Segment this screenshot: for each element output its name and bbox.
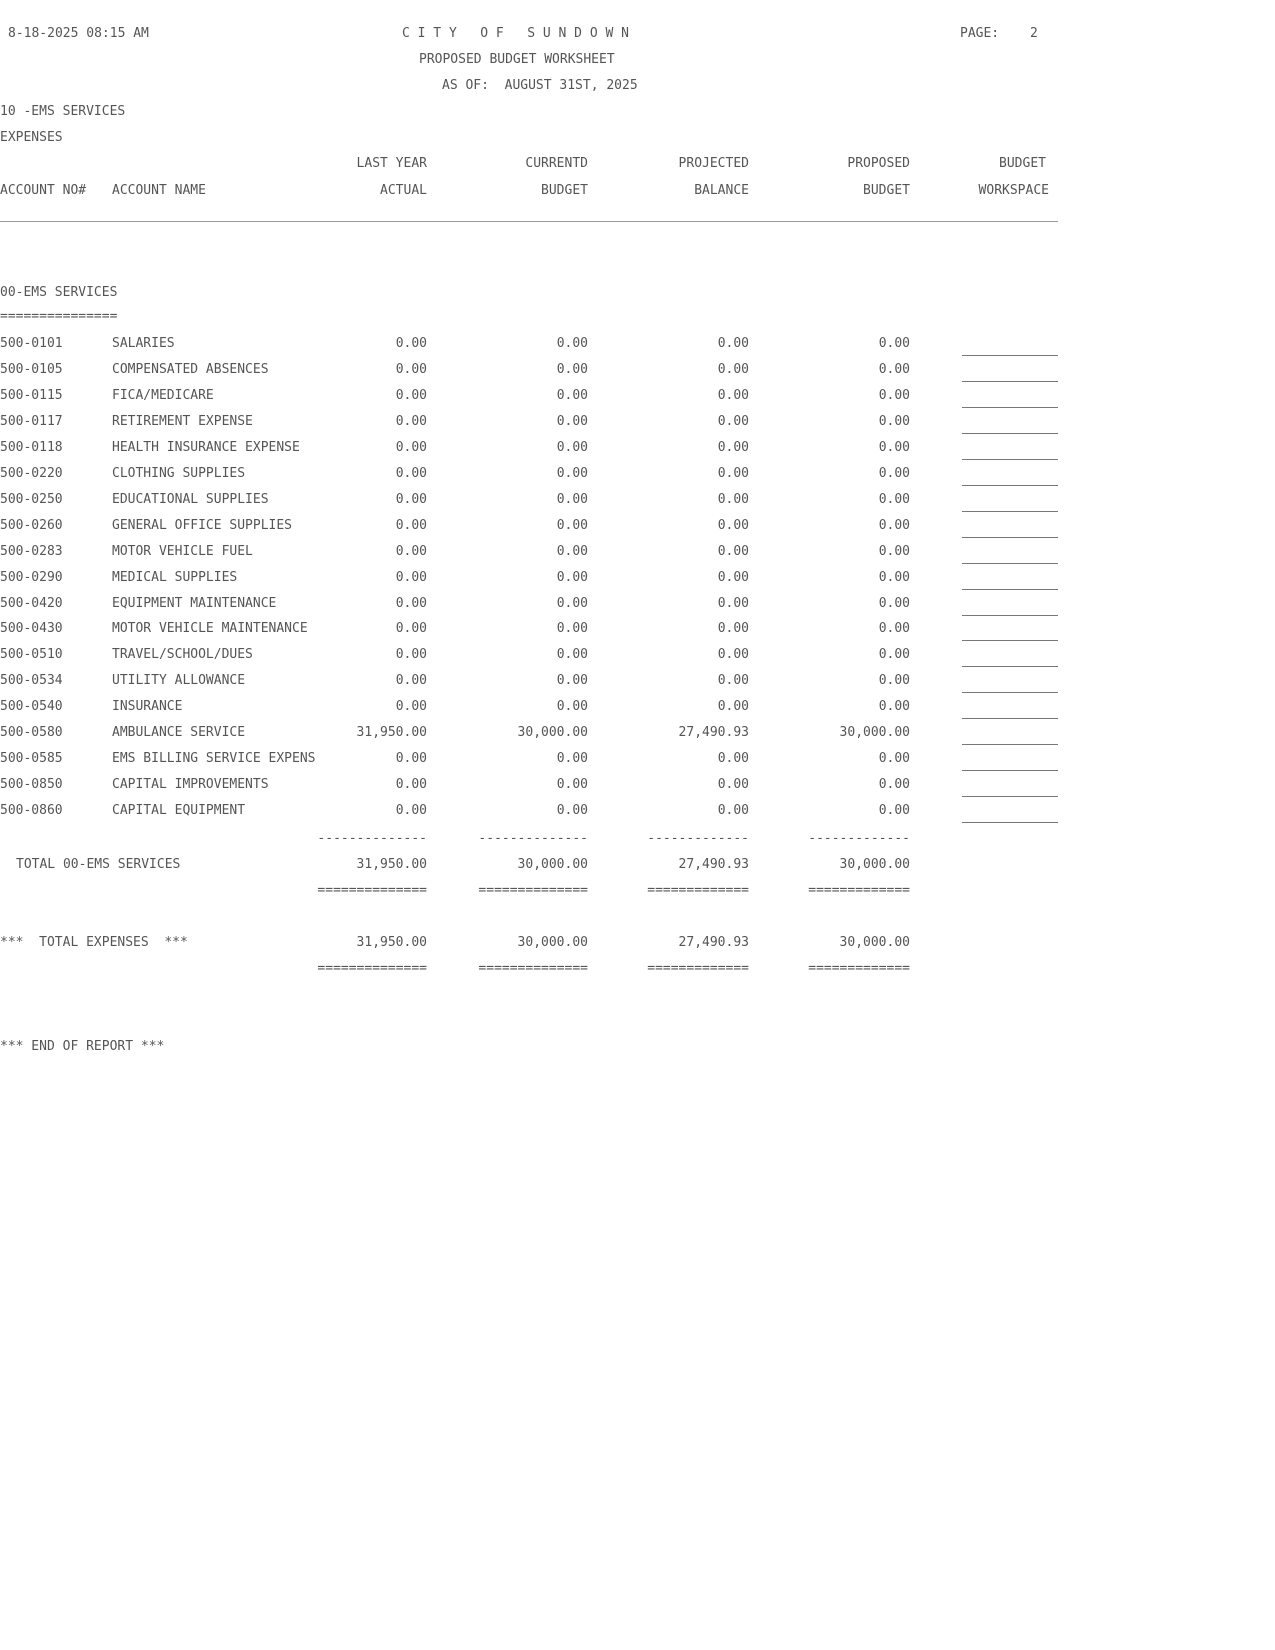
last-year-actual: 0.00 [395, 647, 427, 662]
proposed-budget: 0.00 [878, 362, 910, 377]
last-year-actual: 0.00 [395, 803, 427, 818]
city-title: C I T Y O F S U N D O W N [402, 26, 629, 41]
last-year-actual: 0.00 [395, 518, 427, 533]
current-budget: 0.00 [556, 414, 588, 429]
account-name: SALARIES [112, 336, 175, 351]
separator-double: ============== [317, 961, 427, 976]
separator-dash: -------------- [478, 831, 588, 846]
col-current-1: CURRENTD [525, 156, 588, 171]
separator-double: ============= [808, 961, 910, 976]
last-year-actual: 0.00 [395, 492, 427, 507]
account-number: 500-0101 [0, 336, 63, 351]
last-year-actual: 0.00 [395, 336, 427, 351]
proposed-budget: 0.00 [878, 544, 910, 559]
col-workspace-2: WORKSPACE [978, 183, 1049, 198]
projected-balance: 0.00 [717, 544, 749, 559]
last-year-actual: 0.00 [395, 751, 427, 766]
report-title: PROPOSED BUDGET WORKSHEET [419, 52, 615, 67]
projected-balance: 0.00 [717, 751, 749, 766]
account-name: CLOTHING SUPPLIES [112, 466, 246, 481]
last-year-actual: 0.00 [395, 596, 427, 611]
projected-balance: 27,490.93 [678, 725, 749, 740]
account-name: EMS BILLING SERVICE EXPENS [112, 751, 316, 766]
projected-balance: 0.00 [717, 440, 749, 455]
separator-dash: -------------- [317, 831, 427, 846]
last-year-actual: 0.00 [395, 362, 427, 377]
projected-balance: 0.00 [717, 596, 749, 611]
budget-workspace-field[interactable] [962, 459, 1058, 460]
page-label: PAGE: [960, 26, 1000, 41]
projected-balance: 0.00 [717, 362, 749, 377]
account-name: GENERAL OFFICE SUPPLIES [112, 518, 293, 533]
account-number: 500-0290 [0, 570, 63, 585]
budget-workspace-field[interactable] [962, 589, 1058, 590]
projected-balance: 0.00 [717, 647, 749, 662]
budget-workspace-field[interactable] [962, 666, 1058, 667]
dept-total-current: 30,000.00 [517, 857, 588, 872]
dept-total-projected: 27,490.93 [678, 857, 749, 872]
current-budget: 0.00 [556, 518, 588, 533]
page-number: 2 [1030, 26, 1038, 41]
projected-balance: 0.00 [717, 466, 749, 481]
account-name: MOTOR VEHICLE MAINTENANCE [112, 621, 308, 636]
projected-balance: 0.00 [717, 518, 749, 533]
budget-workspace-field[interactable] [962, 822, 1058, 823]
account-number: 500-0117 [0, 414, 63, 429]
budget-workspace-field[interactable] [962, 407, 1058, 408]
col-workspace-1: BUDGET [999, 156, 1046, 171]
col-last-year-1: LAST YEAR [356, 156, 427, 171]
account-name: TRAVEL/SCHOOL/DUES [112, 647, 253, 662]
fund-name: 10 -EMS SERVICES [0, 104, 126, 119]
current-budget: 0.00 [556, 336, 588, 351]
projected-balance: 0.00 [717, 803, 749, 818]
current-budget: 0.00 [556, 362, 588, 377]
grand-total-last-year: 31,950.00 [356, 935, 427, 950]
last-year-actual: 0.00 [395, 699, 427, 714]
account-name: RETIREMENT EXPENSE [112, 414, 253, 429]
col-proposed-2: BUDGET [863, 183, 910, 198]
dept-total-label: TOTAL 00-EMS SERVICES [16, 857, 181, 872]
last-year-actual: 31,950.00 [356, 725, 427, 740]
account-number: 500-0850 [0, 777, 63, 792]
col-proposed-1: PROPOSED [847, 156, 910, 171]
budget-workspace-field[interactable] [962, 692, 1058, 693]
proposed-budget: 30,000.00 [839, 725, 910, 740]
col-account-name: ACCOUNT NAME [112, 183, 206, 198]
department-underline: =============== [0, 309, 118, 324]
department-name: 00-EMS SERVICES [0, 285, 118, 300]
budget-workspace-field[interactable] [962, 433, 1058, 434]
proposed-budget: 0.00 [878, 388, 910, 403]
proposed-budget: 0.00 [878, 751, 910, 766]
current-budget: 0.00 [556, 492, 588, 507]
current-budget: 30,000.00 [517, 725, 588, 740]
account-name: CAPITAL IMPROVEMENTS [112, 777, 269, 792]
account-number: 500-0534 [0, 673, 63, 688]
current-budget: 0.00 [556, 647, 588, 662]
account-name: HEALTH INSURANCE EXPENSE [112, 440, 300, 455]
budget-workspace-field[interactable] [962, 381, 1058, 382]
grand-total-proposed: 30,000.00 [839, 935, 910, 950]
projected-balance: 0.00 [717, 414, 749, 429]
projected-balance: 0.00 [717, 570, 749, 585]
budget-workspace-field[interactable] [962, 615, 1058, 616]
as-of-date: AS OF: AUGUST 31ST, 2025 [442, 78, 638, 93]
proposed-budget: 0.00 [878, 518, 910, 533]
proposed-budget: 0.00 [878, 777, 910, 792]
col-last-year-2: ACTUAL [380, 183, 427, 198]
current-budget: 0.00 [556, 777, 588, 792]
projected-balance: 0.00 [717, 388, 749, 403]
category-name: EXPENSES [0, 130, 63, 145]
projected-balance: 0.00 [717, 777, 749, 792]
proposed-budget: 0.00 [878, 492, 910, 507]
account-name: CAPITAL EQUIPMENT [112, 803, 246, 818]
report-timestamp: 8-18-2025 08:15 AM [8, 26, 149, 41]
last-year-actual: 0.00 [395, 673, 427, 688]
separator-dash: ------------- [647, 831, 749, 846]
proposed-budget: 0.00 [878, 336, 910, 351]
budget-workspace-field[interactable] [962, 770, 1058, 771]
account-name: UTILITY ALLOWANCE [112, 673, 246, 688]
proposed-budget: 0.00 [878, 673, 910, 688]
account-number: 500-0250 [0, 492, 63, 507]
col-projected-2: BALANCE [694, 183, 749, 198]
proposed-budget: 0.00 [878, 621, 910, 636]
col-current-2: BUDGET [541, 183, 588, 198]
separator-double: ============= [808, 883, 910, 898]
last-year-actual: 0.00 [395, 466, 427, 481]
proposed-budget: 0.00 [878, 414, 910, 429]
proposed-budget: 0.00 [878, 570, 910, 585]
budget-workspace-field[interactable] [962, 537, 1058, 538]
current-budget: 0.00 [556, 699, 588, 714]
proposed-budget: 0.00 [878, 440, 910, 455]
proposed-budget: 0.00 [878, 596, 910, 611]
projected-balance: 0.00 [717, 621, 749, 636]
separator-double: ============== [478, 883, 588, 898]
account-number: 500-0420 [0, 596, 63, 611]
dept-total-proposed: 30,000.00 [839, 857, 910, 872]
account-number: 500-0220 [0, 466, 63, 481]
account-number: 500-0260 [0, 518, 63, 533]
current-budget: 0.00 [556, 803, 588, 818]
budget-workspace-field[interactable] [962, 563, 1058, 564]
budget-workspace-field[interactable] [962, 796, 1058, 797]
last-year-actual: 0.00 [395, 388, 427, 403]
end-of-report: *** END OF REPORT *** [0, 1039, 165, 1054]
col-projected-1: PROJECTED [678, 156, 749, 171]
separator-double: ============== [478, 961, 588, 976]
last-year-actual: 0.00 [395, 777, 427, 792]
proposed-budget: 0.00 [878, 647, 910, 662]
current-budget: 0.00 [556, 570, 588, 585]
account-number: 500-0105 [0, 362, 63, 377]
account-number: 500-0118 [0, 440, 63, 455]
separator-double: ============== [317, 883, 427, 898]
account-number: 500-0585 [0, 751, 63, 766]
current-budget: 0.00 [556, 596, 588, 611]
proposed-budget: 0.00 [878, 466, 910, 481]
projected-balance: 0.00 [717, 336, 749, 351]
current-budget: 0.00 [556, 466, 588, 481]
last-year-actual: 0.00 [395, 440, 427, 455]
budget-workspace-field[interactable] [962, 485, 1058, 486]
separator-dash: ------------- [808, 831, 910, 846]
account-number: 500-0283 [0, 544, 63, 559]
account-name: FICA/MEDICARE [112, 388, 214, 403]
current-budget: 0.00 [556, 440, 588, 455]
budget-workspace-field[interactable] [962, 718, 1058, 719]
last-year-actual: 0.00 [395, 414, 427, 429]
account-name: MEDICAL SUPPLIES [112, 570, 238, 585]
current-budget: 0.00 [556, 673, 588, 688]
current-budget: 0.00 [556, 751, 588, 766]
account-name: INSURANCE [112, 699, 183, 714]
last-year-actual: 0.00 [395, 544, 427, 559]
account-name: EDUCATIONAL SUPPLIES [112, 492, 269, 507]
budget-workspace-field[interactable] [962, 355, 1058, 356]
separator-double: ============= [647, 883, 749, 898]
grand-total-current: 30,000.00 [517, 935, 588, 950]
projected-balance: 0.00 [717, 673, 749, 688]
account-name: AMBULANCE SERVICE [112, 725, 246, 740]
separator-double: ============= [647, 961, 749, 976]
grand-total-projected: 27,490.93 [678, 935, 749, 950]
account-number: 500-0580 [0, 725, 63, 740]
projected-balance: 0.00 [717, 492, 749, 507]
projected-balance: 0.00 [717, 699, 749, 714]
col-account-no: ACCOUNT NO# [0, 183, 87, 198]
account-name: COMPENSATED ABSENCES [112, 362, 269, 377]
budget-workspace-field[interactable] [962, 511, 1058, 512]
last-year-actual: 0.00 [395, 570, 427, 585]
account-name: EQUIPMENT MAINTENANCE [112, 596, 277, 611]
proposed-budget: 0.00 [878, 699, 910, 714]
current-budget: 0.00 [556, 388, 588, 403]
account-number: 500-0115 [0, 388, 63, 403]
account-number: 500-0540 [0, 699, 63, 714]
account-name: MOTOR VEHICLE FUEL [112, 544, 253, 559]
account-number: 500-0860 [0, 803, 63, 818]
current-budget: 0.00 [556, 621, 588, 636]
budget-workspace-field[interactable] [962, 640, 1058, 641]
account-number: 500-0430 [0, 621, 63, 636]
dept-total-last-year: 31,950.00 [356, 857, 427, 872]
current-budget: 0.00 [556, 544, 588, 559]
budget-workspace-field[interactable] [962, 744, 1058, 745]
last-year-actual: 0.00 [395, 621, 427, 636]
grand-total-label: *** TOTAL EXPENSES *** [0, 935, 188, 950]
header-divider [0, 221, 1058, 222]
proposed-budget: 0.00 [878, 803, 910, 818]
account-number: 500-0510 [0, 647, 63, 662]
